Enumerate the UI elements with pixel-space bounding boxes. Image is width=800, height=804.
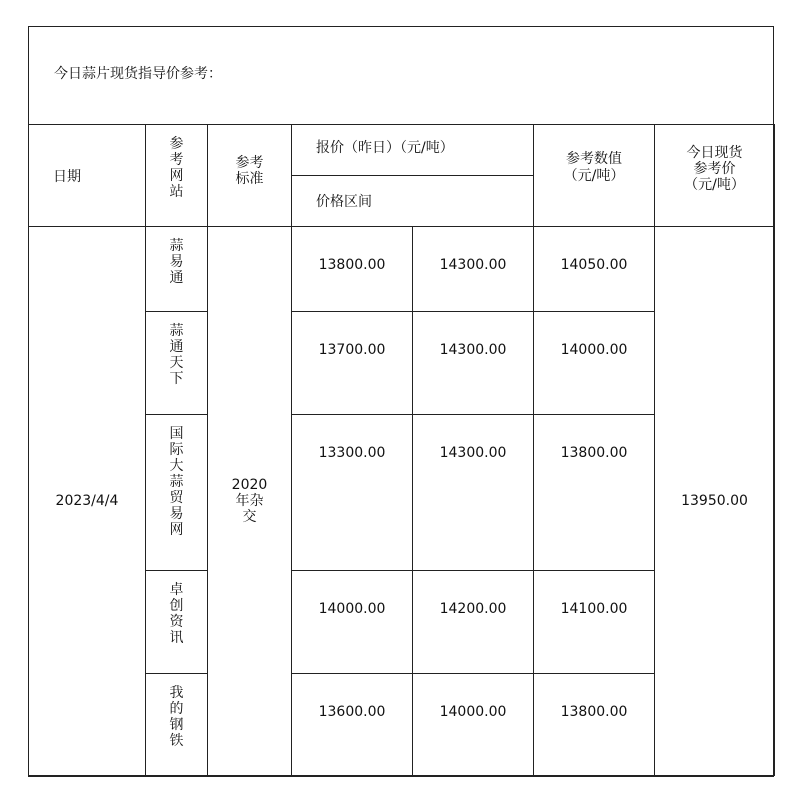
header-ref-value: 参考数值 （元/吨） [534,125,655,227]
ref-value-cell: 13800.00 [534,674,655,776]
price-low-cell: 14000.00 [292,571,413,674]
price-high-cell: 14300.00 [413,227,534,312]
ref-value-cell: 14050.00 [534,227,655,312]
price-table-sheet [28,26,774,777]
standard-cell: 2020 年杂 交 [208,227,292,776]
price-low-cell: 13700.00 [292,312,413,415]
date-cell: 2023/4/4 [29,227,146,776]
title-row [29,27,773,125]
header-site-text: 参考网站 [169,136,184,200]
price-high-cell: 14300.00 [413,312,534,415]
site-cell: 蒜易通 [146,227,208,312]
header-price-range: 价格区间 [292,176,534,227]
site-cell: 我的钢铁 [146,674,208,776]
price-low-cell: 13800.00 [292,227,413,312]
table-title: 今日蒜片现货指导价参考： [54,66,222,82]
site-cell: 国际大蒜贸易网 [146,415,208,571]
price-table [28,124,775,776]
header-date: 日期 [29,125,146,227]
header-price-yesterday: 报价（昨日）（元/吨） [292,125,534,176]
table-row [29,227,775,312]
header-today-ref: 今日现货 参考价 （元/吨） [655,125,775,227]
ref-value-cell: 14000.00 [534,312,655,415]
price-high-cell: 14300.00 [413,415,534,571]
price-high-cell: 14200.00 [413,571,534,674]
price-high-cell: 14000.00 [413,674,534,776]
site-cell: 蒜通天下 [146,312,208,415]
header-site [146,125,208,227]
site-cell: 卓创资讯 [146,571,208,674]
header-standard: 参考 标准 [208,125,292,227]
ref-value-cell: 14100.00 [534,571,655,674]
price-low-cell: 13300.00 [292,415,413,571]
price-low-cell: 13600.00 [292,674,413,776]
header-row-1 [29,125,775,176]
ref-value-cell: 13800.00 [534,415,655,571]
today-price-cell: 13950.00 [655,227,775,776]
